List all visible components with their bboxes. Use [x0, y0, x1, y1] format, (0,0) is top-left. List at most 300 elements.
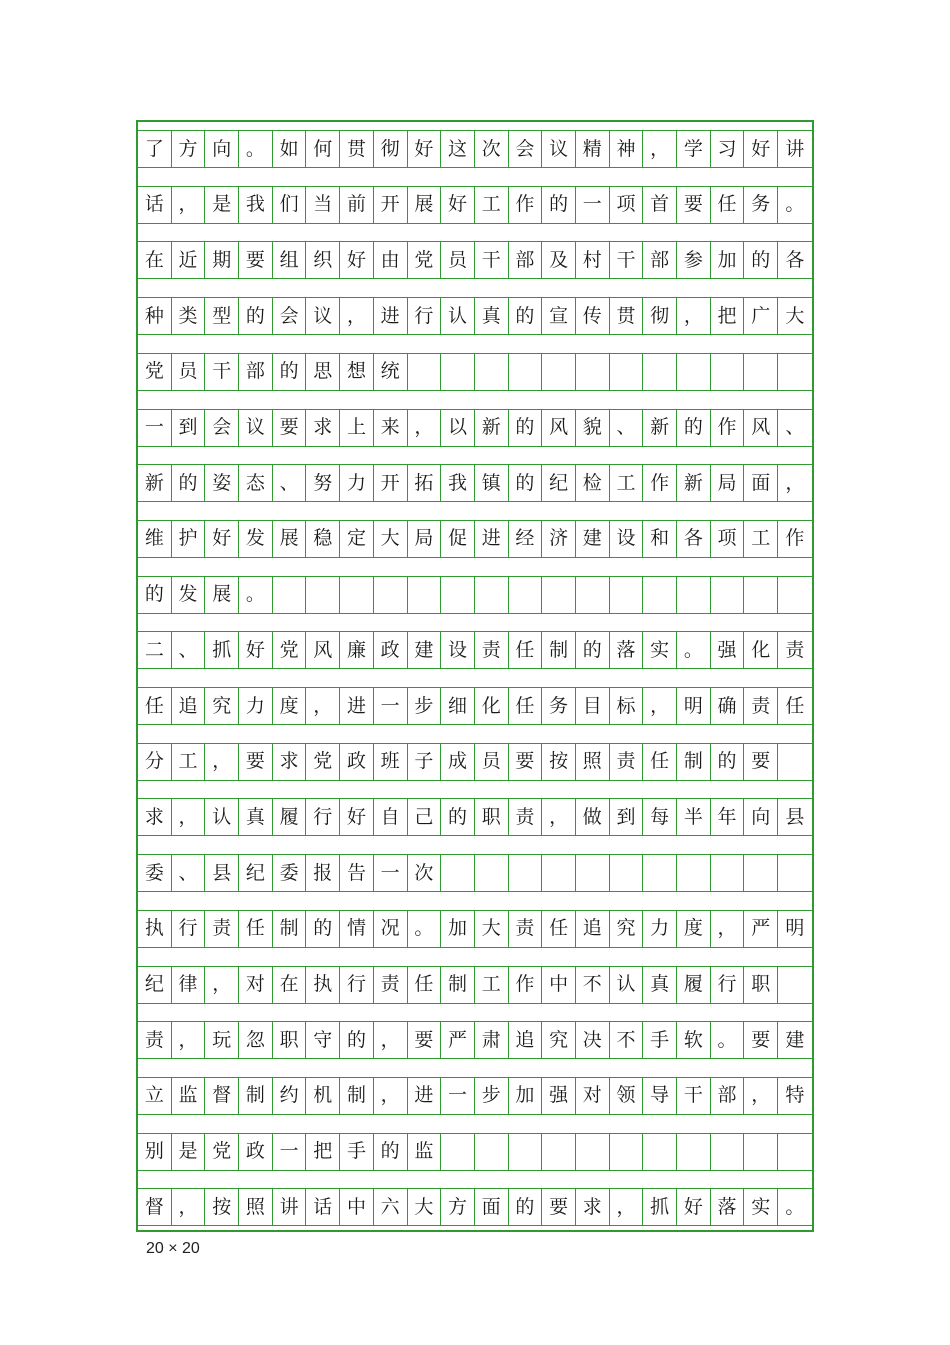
grid-cell: 的: [509, 465, 543, 501]
grid-cell: 督: [138, 1189, 172, 1225]
grid-cell: [509, 577, 543, 613]
grid-cell: 进: [475, 521, 509, 557]
grid-cell: 特: [785, 1084, 805, 1107]
grid-cell: ，: [172, 1022, 206, 1058]
grid-cell: 追: [509, 1022, 543, 1058]
grid-cell: 纪: [239, 855, 273, 891]
grid-cell: 明: [785, 917, 805, 940]
grid-cell: 对: [576, 1078, 610, 1114]
grid-cell: [610, 1134, 644, 1170]
grid-cell: 的: [542, 187, 576, 223]
grid-cell: 制: [239, 1078, 273, 1114]
grid-cell: 决: [576, 1022, 610, 1058]
grid-cell: 政: [239, 1134, 273, 1170]
grid-row: [138, 1077, 812, 1115]
grid-cell: 是: [172, 1134, 206, 1170]
grid-cell: [643, 354, 677, 390]
grid-cell: 制: [677, 744, 711, 780]
grid-cell: 新: [643, 410, 677, 446]
grid-cell: 干: [610, 242, 644, 278]
grid-cell: 彻: [374, 131, 408, 167]
grid-cell: 开: [374, 465, 408, 501]
grid-cell: 好: [340, 799, 374, 835]
grid-cell: 要: [744, 1022, 778, 1058]
grid-cell: 大: [475, 911, 509, 947]
grid-cell: [475, 855, 509, 891]
grid-cell: 守: [306, 1022, 340, 1058]
grid-cell: 新: [677, 465, 711, 501]
grid-cell: 化: [744, 632, 778, 668]
grid-cell: 和: [643, 521, 677, 557]
grid-cell: 成: [441, 744, 475, 780]
grid-row: [138, 130, 812, 168]
grid-cell: [441, 855, 475, 891]
grid-cell: 情: [340, 911, 374, 947]
grid-cell: 作: [785, 527, 805, 550]
grid-cell: 参: [677, 242, 711, 278]
grid-cell: 拓: [408, 465, 442, 501]
grid-cell: 进: [374, 298, 408, 334]
grid-cell: 实: [643, 632, 677, 668]
grid-cell: 监: [172, 1078, 206, 1114]
grid-cell: 种: [138, 298, 172, 334]
grid-cell: 强: [542, 1078, 576, 1114]
grid-cell: 任: [239, 911, 273, 947]
grid-cell: [677, 577, 711, 613]
grid-cell: 风: [542, 410, 576, 446]
grid-cell: 的: [711, 744, 745, 780]
grid-cell: 律: [172, 967, 206, 1003]
grid-cell: 责: [138, 1022, 172, 1058]
grid-cell: 设: [441, 632, 475, 668]
grid-cell: 稳: [306, 521, 340, 557]
grid-cell: 责: [785, 638, 805, 661]
grid-cell: 认: [441, 298, 475, 334]
grid-cell: 责: [744, 688, 778, 724]
grid-cell: 贯: [340, 131, 374, 167]
grid-cell: ，: [172, 1189, 206, 1225]
grid-cell: 照: [576, 744, 610, 780]
grid-cell: [744, 1134, 778, 1170]
grid-cell: 、: [273, 465, 307, 501]
grid-cell: 到: [172, 410, 206, 446]
grid-cell: 真: [239, 799, 273, 835]
grid-cell: 近: [172, 242, 206, 278]
grid-cell: 一: [138, 410, 172, 446]
grid-cell: 实: [744, 1189, 778, 1225]
grid-row: [138, 854, 812, 892]
grid-cell: 进: [340, 688, 374, 724]
grid-cell: [778, 967, 812, 1003]
grid-cell: 中: [340, 1189, 374, 1225]
grid-cell: 风: [744, 410, 778, 446]
grid-cell: 政: [340, 744, 374, 780]
grid-cell: 的: [172, 465, 206, 501]
grid-cell: 不: [610, 1022, 644, 1058]
grid-cell: [542, 577, 576, 613]
grid-cell: 建: [576, 521, 610, 557]
grid-cell: 真: [475, 298, 509, 334]
grid-cell: 好: [340, 242, 374, 278]
grid-cell: 党: [306, 744, 340, 780]
grid-cell: 子: [408, 744, 442, 780]
grid-cell: 广: [744, 298, 778, 334]
grid-cell: 责: [509, 799, 543, 835]
grid-row: [138, 241, 812, 279]
grid-cell: [509, 1134, 543, 1170]
grid-cell: 手: [340, 1134, 374, 1170]
grid-cell: 认: [205, 799, 239, 835]
grid-cell: [610, 354, 644, 390]
grid-cell: 要: [239, 242, 273, 278]
grid-cell: 加: [509, 1078, 543, 1114]
grid-cell: 别: [138, 1134, 172, 1170]
grid-cell: 按: [542, 744, 576, 780]
grid-cell: 会: [509, 131, 543, 167]
grid-cell: 求: [138, 799, 172, 835]
grid-cell: 力: [239, 688, 273, 724]
grid-cell: 传: [576, 298, 610, 334]
grid-cell: [778, 354, 812, 390]
grid-cell: 政: [374, 632, 408, 668]
grid-cell: [408, 577, 442, 613]
grid-cell: [711, 1134, 745, 1170]
grid-cell: [576, 1134, 610, 1170]
grid-cell: 会: [273, 298, 307, 334]
grid-cell: [441, 577, 475, 613]
grid-cell: ，: [374, 1022, 408, 1058]
grid-cell: 各: [785, 248, 805, 271]
grid-cell: 告: [340, 855, 374, 891]
grid-row: [138, 1133, 812, 1171]
grid-cell: [677, 855, 711, 891]
grid-cell: [744, 855, 778, 891]
grid-row: [138, 464, 812, 502]
grid-cell: 度: [273, 688, 307, 724]
grid-cell: 我: [441, 465, 475, 501]
grid-cell: [576, 577, 610, 613]
grid-cell: 委: [138, 855, 172, 891]
grid-row: [138, 186, 812, 224]
grid-cell: ，: [172, 799, 206, 835]
grid-cell: 。: [677, 632, 711, 668]
grid-cell: 制: [273, 911, 307, 947]
manuscript-grid: [136, 120, 814, 1232]
grid-cell: ，: [205, 967, 239, 1003]
grid-cell: 村: [576, 242, 610, 278]
grid-cell: ，: [643, 688, 677, 724]
grid-cell: 行: [408, 298, 442, 334]
grid-cell: 领: [610, 1078, 644, 1114]
grid-cell: ，: [711, 911, 745, 947]
grid-cell: 议: [542, 131, 576, 167]
grid-cell: 行: [711, 967, 745, 1003]
grid-cell: 行: [172, 911, 206, 947]
grid-cell: 肃: [475, 1022, 509, 1058]
grid-cell: [711, 855, 745, 891]
grid-cell: 贯: [610, 298, 644, 334]
grid-cell: 工: [610, 465, 644, 501]
grid-cell: 县: [785, 805, 805, 828]
grid-cell: 部: [643, 242, 677, 278]
grid-cell: 统: [374, 354, 408, 390]
grid-cell: 任: [509, 688, 543, 724]
grid-cell: ，: [542, 799, 576, 835]
grid-cell: [610, 577, 644, 613]
grid-cell: 发: [239, 521, 273, 557]
grid-cell: 务: [744, 187, 778, 223]
grid-cell: 员: [172, 354, 206, 390]
grid-cell: 机: [306, 1078, 340, 1114]
grid-cell: 方: [441, 1189, 475, 1225]
grid-cell: 履: [677, 967, 711, 1003]
grid-cell: 向: [744, 799, 778, 835]
grid-cell: 班: [374, 744, 408, 780]
grid-cell: 县: [205, 855, 239, 891]
grid-row: [138, 297, 812, 335]
grid-cell: 来: [374, 410, 408, 446]
grid-cell: 发: [172, 577, 206, 613]
grid-cell: 济: [542, 521, 576, 557]
grid-cell: 况: [374, 911, 408, 947]
grid-cell: 前: [340, 187, 374, 223]
grid-cell: 制: [441, 967, 475, 1003]
grid-cell: ，: [677, 298, 711, 334]
grid-cell: 任: [509, 632, 543, 668]
grid-cell: 方: [172, 131, 206, 167]
grid-cell: 及: [542, 242, 576, 278]
grid-cell: 这: [441, 131, 475, 167]
grid-cell: 风: [306, 632, 340, 668]
grid-cell: 任: [542, 911, 576, 947]
grid-cell: 话: [138, 187, 172, 223]
grid-cell: 委: [273, 855, 307, 891]
grid-cell: 我: [239, 187, 273, 223]
grid-cell: 度: [677, 911, 711, 947]
grid-cell: 宣: [542, 298, 576, 334]
grid-cell: 报: [306, 855, 340, 891]
grid-cell: 、: [610, 410, 644, 446]
grid-cell: 要: [677, 187, 711, 223]
grid-cell: 年: [711, 799, 745, 835]
grid-cell: 局: [408, 521, 442, 557]
grid-cell: 确: [711, 688, 745, 724]
grid-cell: 建: [408, 632, 442, 668]
grid-row: [138, 1188, 812, 1226]
grid-row: [138, 576, 812, 614]
grid-cell: [744, 354, 778, 390]
grid-cell: [778, 744, 812, 780]
grid-cell: 工: [172, 744, 206, 780]
grid-cell: 上: [340, 410, 374, 446]
grid-row: [138, 353, 812, 391]
grid-cell: 力: [340, 465, 374, 501]
grid-cell: 如: [273, 131, 307, 167]
grid-cell: ，: [610, 1189, 644, 1225]
grid-cell: 一: [374, 855, 408, 891]
grid-cell: 镇: [475, 465, 509, 501]
grid-cell: 职: [744, 967, 778, 1003]
grid-cell: 作: [509, 187, 543, 223]
grid-cell: 约: [273, 1078, 307, 1114]
grid-cell: 纪: [138, 967, 172, 1003]
grid-cell: 执: [306, 967, 340, 1003]
grid-cell: 促: [441, 521, 475, 557]
grid-cell: 讲: [785, 137, 805, 160]
grid-cell: 要: [408, 1022, 442, 1058]
grid-cell: 干: [205, 354, 239, 390]
grid-cell: 做: [576, 799, 610, 835]
grid-cell: 把: [711, 298, 745, 334]
grid-cell: 的: [441, 799, 475, 835]
grid-cell: 员: [441, 242, 475, 278]
grid-cell: ，: [306, 688, 340, 724]
grid-cell: ，: [340, 298, 374, 334]
grid-cell: [643, 1134, 677, 1170]
grid-cell: 纪: [542, 465, 576, 501]
grid-cell: 们: [273, 187, 307, 223]
grid-cell: 会: [205, 410, 239, 446]
grid-cell: 追: [576, 911, 610, 947]
grid-cell: [677, 1134, 711, 1170]
grid-cell: 追: [172, 688, 206, 724]
grid-cell: 作: [711, 410, 745, 446]
grid-cell: 检: [576, 465, 610, 501]
grid-cell: 任: [408, 967, 442, 1003]
grid-cell: 大: [374, 521, 408, 557]
grid-cell: 的: [239, 298, 273, 334]
grid-cell: [677, 354, 711, 390]
grid-cell: 神: [610, 131, 644, 167]
grid-cell: 议: [239, 410, 273, 446]
grid-cell: 一: [441, 1078, 475, 1114]
grid-cell: [744, 577, 778, 613]
grid-cell: ，: [643, 131, 677, 167]
grid-cell: 责: [205, 911, 239, 947]
grid-cell: 当: [306, 187, 340, 223]
grid-cell: ，: [374, 1078, 408, 1114]
grid-cell: 面: [475, 1189, 509, 1225]
grid-cell: [778, 577, 812, 613]
grid-row: [138, 631, 812, 669]
grid-cell: [340, 577, 374, 613]
grid-cell: [643, 577, 677, 613]
grid-cell: 大: [408, 1189, 442, 1225]
grid-cell: 任: [711, 187, 745, 223]
grid-cell: 标: [610, 688, 644, 724]
grid-cell: 精: [576, 131, 610, 167]
grid-cell: 员: [475, 744, 509, 780]
grid-cell: 强: [711, 632, 745, 668]
grid-cell: 好: [441, 187, 475, 223]
grid-cell: 督: [205, 1078, 239, 1114]
grid-cell: [441, 354, 475, 390]
grid-row: [138, 910, 812, 948]
grid-cell: 的: [340, 1022, 374, 1058]
grid-cell: 部: [711, 1078, 745, 1114]
grid-cell: 把: [306, 1134, 340, 1170]
grid-cell: 廉: [340, 632, 374, 668]
grid-cell: 好: [239, 632, 273, 668]
grid-cell: 展: [408, 187, 442, 223]
grid-cell: 向: [205, 131, 239, 167]
grid-cell: 各: [677, 521, 711, 557]
grid-cell: 党: [138, 354, 172, 390]
grid-cell: 的: [509, 410, 543, 446]
grid-cell: 好: [408, 131, 442, 167]
grid-cell: 监: [408, 1134, 442, 1170]
grid-cell: 了: [138, 131, 172, 167]
grid-cell: 究: [205, 688, 239, 724]
grid-cell: 目: [576, 688, 610, 724]
grid-cell: [475, 577, 509, 613]
grid-cell: 对: [239, 967, 273, 1003]
grid-row: [138, 798, 812, 836]
grid-cell: 步: [408, 688, 442, 724]
grid-cell: [273, 577, 307, 613]
grid-cell: 作: [509, 967, 543, 1003]
grid-row: [138, 687, 812, 725]
grid-cell: 落: [711, 1189, 745, 1225]
grid-cell: [408, 354, 442, 390]
grid-cell: 究: [542, 1022, 576, 1058]
grid-cell: 项: [610, 187, 644, 223]
grid-cell: ，: [172, 187, 206, 223]
grid-cell: 落: [610, 632, 644, 668]
grid-cell: 分: [138, 744, 172, 780]
grid-cell: 好: [744, 131, 778, 167]
grid-cell: 工: [475, 187, 509, 223]
grid-cell: 要: [744, 744, 778, 780]
grid-cell: 学: [677, 131, 711, 167]
grid-cell: 责: [374, 967, 408, 1003]
grid-cell: 责: [610, 744, 644, 780]
grid-cell: 好: [677, 1189, 711, 1225]
grid-cell: 面: [744, 465, 778, 501]
grid-cell: 立: [138, 1078, 172, 1114]
grid-cell: 究: [610, 911, 644, 947]
grid-cell: 姿: [205, 465, 239, 501]
grid-cell: 、: [785, 416, 805, 438]
grid-cell: 要: [509, 744, 543, 780]
grid-cell: 展: [205, 577, 239, 613]
grid-cell: 想: [340, 354, 374, 390]
grid-cell: 细: [441, 688, 475, 724]
grid-cell: 明: [677, 688, 711, 724]
grid-cell: 党: [273, 632, 307, 668]
grid-row: [138, 520, 812, 558]
grid-cell: [643, 855, 677, 891]
grid-row: [138, 1021, 812, 1059]
grid-cell: 。: [239, 131, 273, 167]
grid-cell: 党: [205, 1134, 239, 1170]
grid-cell: 由: [374, 242, 408, 278]
grid-cell: 不: [576, 967, 610, 1003]
grid-cell: 加: [441, 911, 475, 947]
grid-cell: 话: [306, 1189, 340, 1225]
grid-cell: 定: [340, 521, 374, 557]
grid-cell: 任: [785, 694, 805, 717]
grid-row: [138, 743, 812, 781]
grid-cell: [542, 855, 576, 891]
grid-cell: 设: [610, 521, 644, 557]
grid-cell: 真: [643, 967, 677, 1003]
grid-cell: 。: [711, 1022, 745, 1058]
grid-cell: 半: [677, 799, 711, 835]
grid-cell: 、: [172, 632, 206, 668]
grid-cell: 的: [509, 1189, 543, 1225]
grid-cell: 组: [273, 242, 307, 278]
